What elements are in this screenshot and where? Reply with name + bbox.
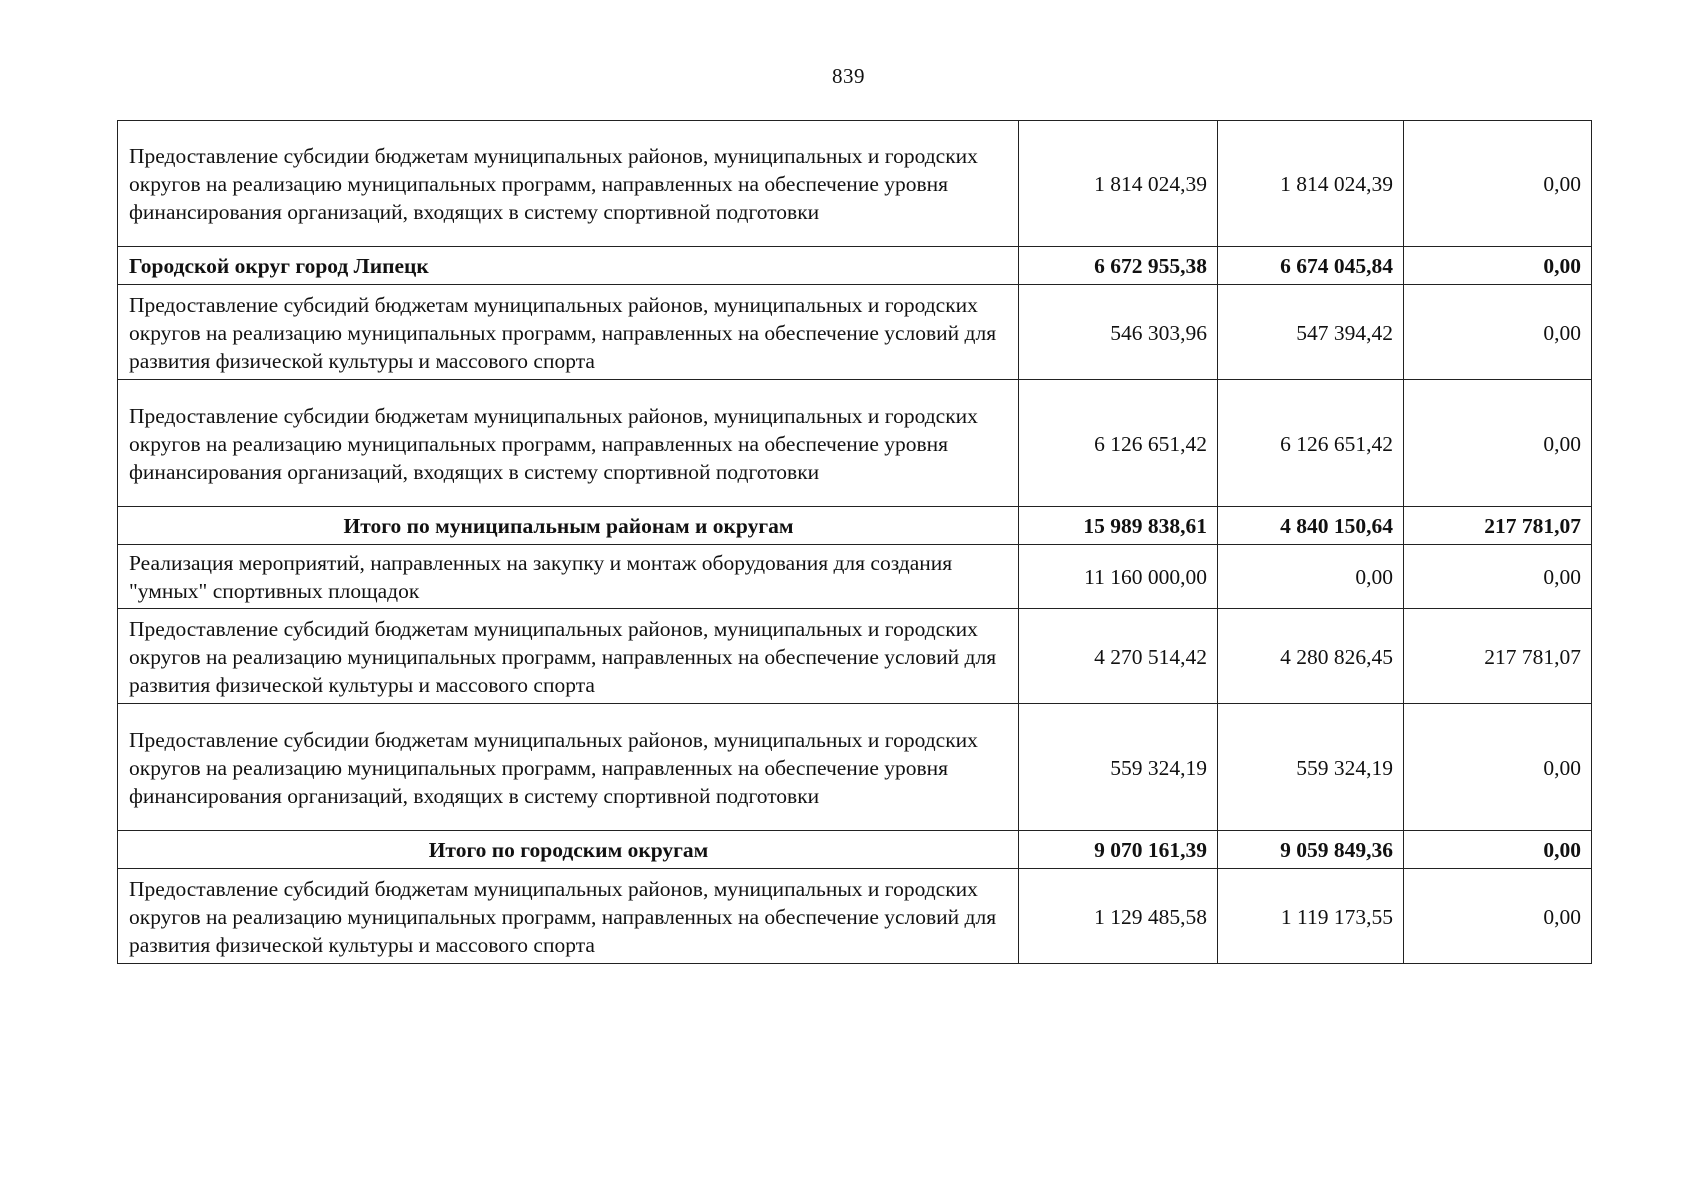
row-description: Предоставление субсидии бюджетам муниципальных районов, муниципальных и городских округов на реализацию муниципальных программ, направленных на обеспечение уровня финансирования организаций, входящих в систему спортивной подготовки [118,121,1019,247]
row-description: Предоставление субсидий бюджетам муниципальных районов, муниципальных и городских округов на реализацию муниципальных программ, направленных на обеспечение условий для развития физической культуры и массового спорта [118,609,1019,704]
row-value-1: 1 814 024,39 [1019,121,1218,247]
row-value-3: 0,00 [1404,869,1592,964]
row-value-3: 217 781,07 [1404,609,1592,704]
row-value-2: 9 059 849,36 [1218,831,1404,869]
budget-table [117,120,1592,964]
table-row [118,545,1592,609]
row-description: Итого по муниципальным районам и округам [118,507,1019,545]
table-row [118,380,1592,507]
page-number: 839 [832,64,865,88]
row-value-3: 0,00 [1404,247,1592,285]
row-value-1: 11 160 000,00 [1019,545,1218,609]
row-value-1: 9 070 161,39 [1019,831,1218,869]
row-value-3: 0,00 [1404,704,1592,831]
row-value-1: 546 303,96 [1019,285,1218,380]
row-value-2: 6 126 651,42 [1218,380,1404,507]
row-description: Предоставление субсидий бюджетам муниципальных районов, муниципальных и городских округов на реализацию муниципальных программ, направленных на обеспечение условий для развития физической культуры и массового спорта [118,869,1019,964]
row-value-1: 1 129 485,58 [1019,869,1218,964]
row-description: Предоставление субсидий бюджетам муниципальных районов, муниципальных и городских округов на реализацию муниципальных программ, направленных на обеспечение условий для развития физической культуры и массового спорта [118,285,1019,380]
row-value-1: 15 989 838,61 [1019,507,1218,545]
row-value-3: 0,00 [1404,545,1592,609]
row-description: Городской округ город Липецк [118,247,1019,285]
table-row [118,507,1592,545]
row-value-1: 6 126 651,42 [1019,380,1218,507]
row-description: Предоставление субсидии бюджетам муниципальных районов, муниципальных и городских округов на реализацию муниципальных программ, направленных на обеспечение уровня финансирования организаций, входящих в систему спортивной подготовки [118,380,1019,507]
row-value-2: 0,00 [1218,545,1404,609]
table-row [118,285,1592,380]
row-value-2: 559 324,19 [1218,704,1404,831]
table-row [118,609,1592,704]
row-value-1: 4 270 514,42 [1019,609,1218,704]
table-row [118,121,1592,247]
row-description: Итого по городским округам [118,831,1019,869]
table-row [118,831,1592,869]
table-row [118,704,1592,831]
row-value-1: 559 324,19 [1019,704,1218,831]
row-value-3: 217 781,07 [1404,507,1592,545]
row-value-2: 1 119 173,55 [1218,869,1404,964]
row-value-2: 4 280 826,45 [1218,609,1404,704]
row-value-3: 0,00 [1404,121,1592,247]
row-value-2: 6 674 045,84 [1218,247,1404,285]
row-value-3: 0,00 [1404,380,1592,507]
row-value-3: 0,00 [1404,285,1592,380]
table-row [118,247,1592,285]
row-value-3: 0,00 [1404,831,1592,869]
row-value-2: 1 814 024,39 [1218,121,1404,247]
row-value-1: 6 672 955,38 [1019,247,1218,285]
table-row [118,869,1592,964]
row-description: Предоставление субсидии бюджетам муниципальных районов, муниципальных и городских округов на реализацию муниципальных программ, направленных на обеспечение уровня финансирования организаций, входящих в систему спортивной подготовки [118,704,1019,831]
row-description: Реализация мероприятий, направленных на закупку и монтаж оборудования для создания "умных" спортивных площадок [118,545,1019,609]
row-value-2: 547 394,42 [1218,285,1404,380]
row-value-2: 4 840 150,64 [1218,507,1404,545]
